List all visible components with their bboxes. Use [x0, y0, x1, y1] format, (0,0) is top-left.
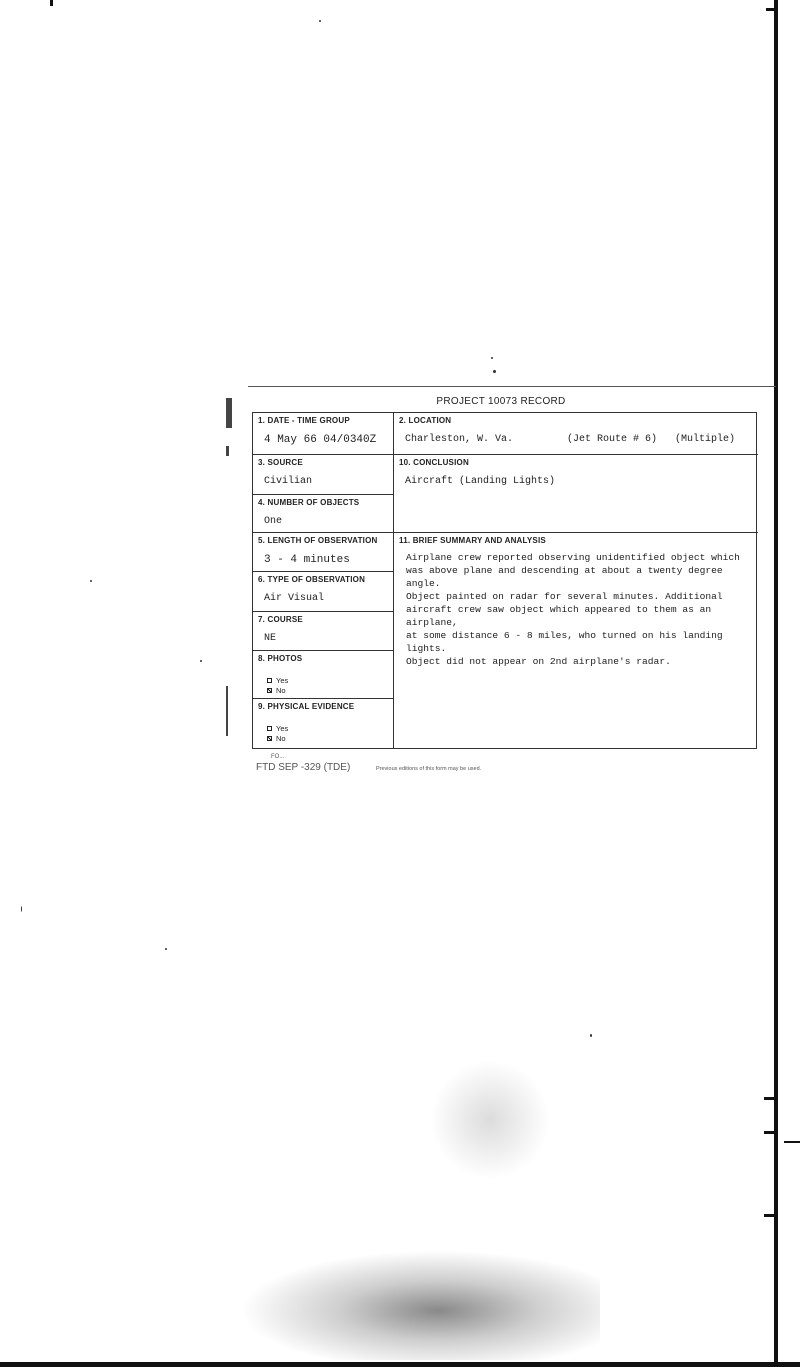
scan-speck: [491, 357, 493, 359]
scan-mark: [764, 1214, 778, 1217]
physical-evidence-no-label: No: [276, 734, 286, 743]
photos-no-option: [267, 686, 286, 695]
photos-label: 8. PHOTOS: [258, 654, 303, 663]
scan-noise: [430, 1060, 550, 1180]
scan-mark: [764, 1131, 778, 1134]
scan-speck: [319, 20, 321, 22]
summary-text: Airplane crew reported observing unidentified object which was above plane and descending at about a twenty degree angle. Object painted on radar for several minutes. Additional aircraft crew saw object which appeared to them as an airplane, at some distance 6 - 8 miles, who turned on his landing lights. Object did not appear on 2nd airplane's radar.: [406, 552, 740, 667]
form-footer-fo: FO...: [271, 754, 285, 760]
course-cell: [253, 612, 393, 650]
scan-mark: [784, 1141, 800, 1143]
source-label: 3. SOURCE: [258, 458, 303, 467]
location-label: 2. LOCATION: [399, 416, 452, 425]
type-of-observation-cell: [253, 572, 393, 611]
photos-yes-label: Yes: [276, 676, 289, 685]
photos-yes-checkbox: [267, 678, 272, 683]
summary-label: 11. BRIEF SUMMARY AND ANALYSIS: [399, 536, 546, 545]
scan-speck: [200, 660, 202, 662]
date-time-group-value: 4 May 66 04/0340Z: [264, 434, 377, 446]
scan-speck: [165, 948, 167, 950]
conclusion-label: 10. CONCLUSION: [399, 458, 469, 467]
photos-yes-option: [267, 676, 288, 685]
source-value: Civilian: [264, 476, 313, 487]
record-table: [252, 412, 757, 749]
physical-evidence-label: 9. PHYSICAL EVIDENCE: [258, 702, 355, 711]
scan-mark: [766, 8, 776, 11]
location-value: Charleston, W. Va. (Jet Route # 6) (Multiple): [405, 434, 736, 445]
scan-speck: [21, 906, 22, 912]
type-of-observation-label: 6. TYPE OF OBSERVATION: [258, 575, 366, 584]
scan-mark: [764, 1097, 778, 1100]
photos-no-checkbox: [267, 688, 272, 693]
project-record-form: [226, 386, 776, 786]
binder-mark: [226, 686, 228, 736]
length-of-observation-cell: [253, 533, 393, 571]
physical-evidence-no-option: [267, 734, 286, 743]
course-value: NE: [264, 633, 277, 644]
physical-evidence-no-checkbox: [267, 736, 272, 741]
number-of-objects-label: 4. NUMBER OF OBJECTS: [258, 498, 360, 507]
form-title: PROJECT 10073 RECORD: [436, 396, 566, 407]
type-of-observation-value: Air Visual: [264, 593, 325, 604]
course-label: 7. COURSE: [258, 615, 303, 624]
scan-border-bottom: [0, 1362, 800, 1367]
physical-evidence-yes-option: [267, 724, 288, 733]
date-time-group-label: 1. DATE - TIME GROUP: [258, 416, 350, 425]
summary-cell: [394, 533, 758, 749]
length-of-observation-label: 5. LENGTH OF OBSERVATION: [258, 536, 378, 545]
form-footer-code: FTD SEP -329 (TDE): [256, 762, 351, 773]
physical-evidence-yes-checkbox: [267, 726, 272, 731]
binder-mark: [226, 446, 229, 456]
source-cell: [253, 455, 393, 494]
physical-evidence-cell: [253, 699, 393, 749]
scan-border-top: [50, 0, 781, 6]
length-of-observation-value: 3 - 4 minutes: [264, 554, 350, 566]
scan-noise: [240, 1250, 600, 1360]
scan-speck: [590, 1034, 592, 1037]
photos-cell: [253, 651, 393, 698]
photos-no-label: No: [276, 686, 286, 695]
number-of-objects-cell: [253, 495, 393, 532]
number-of-objects-value: One: [264, 516, 283, 527]
scan-border-right: [774, 0, 800, 1367]
conclusion-cell: [394, 455, 758, 532]
conclusion-value: Aircraft (Landing Lights): [405, 476, 556, 487]
location-cell: [394, 413, 758, 454]
scan-speck: [90, 580, 92, 582]
form-footer-note: Previous editions of this form may be used.: [376, 766, 482, 772]
physical-evidence-yes-label: Yes: [276, 724, 289, 733]
scan-speck: [493, 370, 496, 373]
date-time-group-cell: [253, 413, 393, 454]
form-top-rule: [248, 386, 776, 387]
